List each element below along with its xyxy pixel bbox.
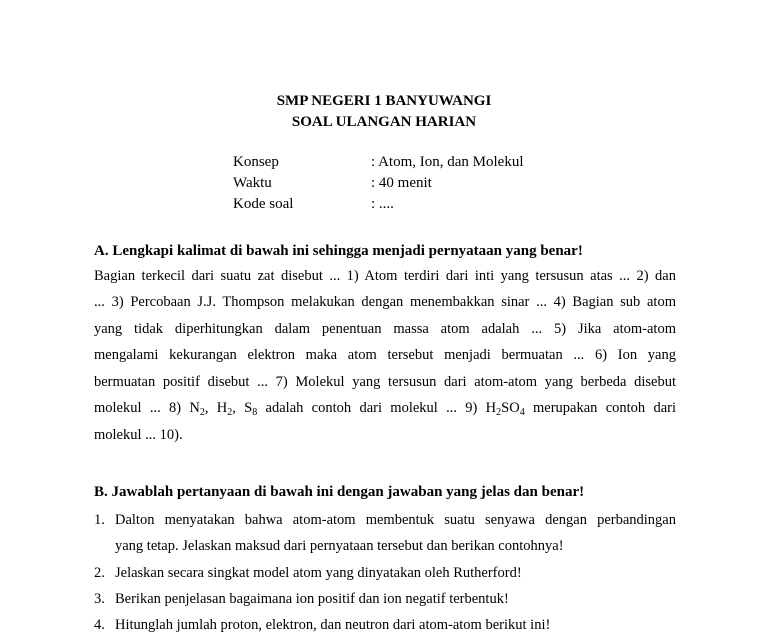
subscript: 2	[199, 407, 205, 418]
text-fragment: molekul ... 8) N	[94, 400, 200, 416]
text-fragment: merupakan contoh dari	[524, 400, 676, 416]
question-text-continued: yang tetap. Jelaskan maksud dari pernyataan tersebut dan berikan contohnya!	[115, 538, 564, 554]
paragraph-line: Bagian terkecil dari suatu zat disebut ... 1) Atom terdiri dari inti yang tersusun atas ... 2) dan	[94, 268, 676, 284]
question-text: Berikan penjelasan bagaimana ion positif dan ion negatif terbentuk!	[115, 591, 509, 607]
paragraph-line: yang tidak diperhitungkan dalam penentuan massa atom adalah ... 5) Jika atom-atom	[94, 321, 676, 337]
paragraph-line: ... 3) Percobaan J.J. Thompson melakukan dengan menembakkan sinar ... 4) Bagian sub atom	[94, 294, 676, 310]
meta-row-concept	[233, 154, 524, 171]
question-number: 4.	[94, 617, 105, 633]
subscript: 2	[496, 407, 502, 418]
paragraph-line: molekul ... 10).	[94, 427, 183, 443]
paragraph-line-formulas	[94, 400, 676, 420]
school-name: SMP NEGERI 1 BANYUWANGI	[276, 93, 492, 109]
section-a-title: A. Lengkapi kalimat di bawah ini sehingga menjadi pernyataan yang benar!	[94, 243, 583, 259]
meta-row-code	[233, 196, 394, 213]
meta-value: : 40 menit	[371, 175, 432, 191]
question-number: 1.	[94, 512, 105, 528]
subscript: 2	[227, 407, 233, 418]
meta-row-time	[233, 175, 432, 192]
question-number: 2.	[94, 565, 105, 581]
subscript: 8	[252, 407, 258, 418]
text-fragment: SO	[501, 400, 520, 416]
meta-key: Waktu	[233, 175, 272, 191]
question-text: Dalton menyatakan bahwa atom-atom membentuk suatu senyawa dengan perbandingan	[115, 512, 676, 528]
text-fragment: adalah contoh dari molekul ... 9) H	[257, 400, 497, 416]
text-fragment: , S	[232, 400, 253, 416]
page-title: SOAL ULANGAN HARIAN	[291, 114, 477, 130]
question-text: Jelaskan secara singkat model atom yang dinyatakan oleh Rutherford!	[115, 565, 522, 581]
text-fragment: , H	[204, 400, 228, 416]
question-text: Hitunglah jumlah proton, elektron, dan neutron dari atom-atom berikut ini!	[115, 617, 551, 633]
meta-key: Kode soal	[233, 196, 294, 212]
meta-value: : ....	[371, 196, 394, 212]
meta-value: : Atom, Ion, dan Molekul	[371, 154, 524, 170]
question-number: 3.	[94, 591, 105, 607]
subscript: 4	[519, 407, 525, 418]
paragraph-line: bermuatan positif disebut ... 7) Molekul yang tersusun dari atom-atom yang berbeda disebut	[94, 374, 676, 390]
paragraph-line: mengalami kekurangan elektron maka atom tersebut menjadi bermuatan ... 6) Ion yang	[94, 347, 676, 363]
meta-key: Konsep	[233, 154, 279, 170]
section-b-title: B. Jawablah pertanyaan di bawah ini dengan jawaban yang jelas dan benar!	[94, 484, 585, 500]
